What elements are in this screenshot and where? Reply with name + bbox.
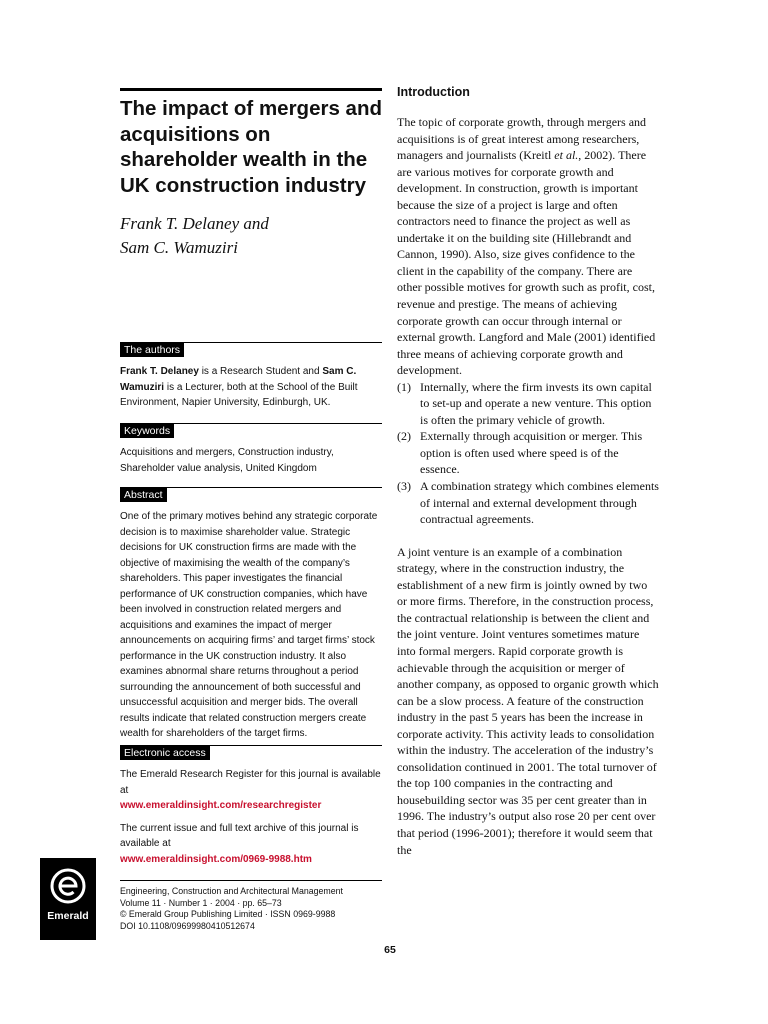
article-authors xyxy=(120,212,382,260)
journal-name: Engineering, Construction and Architectural Management xyxy=(120,886,343,896)
access-register-text: The Emerald Research Register for this journal is available at xyxy=(120,769,381,796)
author-line-2: Sam C. Wamuziri xyxy=(120,238,238,257)
author-line-1: Frank T. Delaney and xyxy=(120,214,269,233)
journal-info xyxy=(120,880,382,932)
abstract-text: One of the primary motives behind any strategic corporate decision is to maximise shareholder value. Strategic decisions for UK construction firms are made with the objective of maximising the wealth of the company’s shareholders. This paper investigates the financial performance of UK construction companies, which have been involved in construction related mergers and acquisitions and examines the impact of merger announcements on acquiring firms’ and target firms’ stock performance in the UK construction industry. It also examines abnormal share returns throughout a period surrounding the announcement of both successful and unsuccessful acquisition and merger bids. The overall results indicate that related construction mergers create wealth for shareholders of the target firms. xyxy=(120,511,378,739)
authors-section-label: The authors xyxy=(120,343,184,357)
author1-name: Frank T. Delaney xyxy=(120,366,199,377)
para1-part-b: , 2002). There are various motives for corporate growth and development. In construction, growth is important because the size of a project is large and often contractors need to finance the project as well as undertake it on the building site (Hillebrandt and Cannon, 1990). Also, size gives confidence to the client in the capability of the company. There are other possible motives for growth such as profit, cost, revenue and prestige. The means of achieving corporate growth can occur through internal or external growth. Langford and Male (2001) identified three means of achieving corporate growth and development. xyxy=(397,148,656,378)
introduction-paragraph-1 xyxy=(397,114,659,379)
list-item-number: (1) xyxy=(397,379,411,394)
introduction-column xyxy=(397,84,659,858)
emerald-logo xyxy=(40,858,96,940)
article-title: The impact of mergers and acquisitions on shareholder wealth in the UK construction industry xyxy=(120,97,383,197)
list-item xyxy=(397,478,659,528)
authors-section-text xyxy=(120,364,382,411)
author2-text: is a Lecturer, both at the School of the Built Environment, Napier University, Edinburgh, UK. xyxy=(120,381,358,408)
abstract-section-label: Abstract xyxy=(120,488,167,502)
introduction-heading: Introduction xyxy=(397,85,470,99)
list-item-number: (3) xyxy=(397,479,411,494)
access-archive-text: The current issue and full text archive of this journal is available at xyxy=(120,822,359,849)
authors-section-header xyxy=(120,342,382,357)
authors-section xyxy=(120,342,382,411)
electronic-access-section xyxy=(120,745,382,867)
list-item-number: (2) xyxy=(397,429,411,444)
abstract-section xyxy=(120,487,382,742)
keywords-section-header xyxy=(120,423,382,438)
list-item-text: A combination strategy which combines elements of internal and external development through contractual agreements. xyxy=(420,479,659,527)
research-register-link[interactable]: www.emeraldinsight.com/researchregister xyxy=(120,800,322,811)
abstract-section-header xyxy=(120,487,382,502)
list-item xyxy=(397,379,659,429)
journal-doi: DOI 10.1108/09699980410512674 xyxy=(120,920,255,931)
journal-copyright: © Emerald Group Publishing Limited · ISSN 0969-9988 xyxy=(120,909,336,919)
keywords-section xyxy=(120,423,382,476)
introduction-paragraph-2: A joint venture is an example of a combination strategy, where in the construction industry, the establishment of a new firm is jointly owned by two or more firms. Therefore, in the construction process, the contractual relationship is between the client and the joint venture. Joint ventures sometimes mature into formal mergers. Rapid corporate growth is achievable through the acquisition or merger of another company, as opposed to organic growth which can be a slow process. A feature of the construction industry in the past 5 years has been the increase in corporate activity. This activity leads to consolidation within the industry. The acceleration of the industry’s consolidation continued in 2001. The total turnover of the top 100 companies in the contracting and housebuilding sector was 35 per cent greater than in 1996. The industry’s output also rose 20 per cent over that period (1996-2001); therefore it would seem that the xyxy=(397,544,659,857)
emerald-e-icon xyxy=(48,866,88,906)
journal-volume: Volume 11 · Number 1 · 2004 · pp. 65–73 xyxy=(120,897,282,908)
access-section-label: Electronic access xyxy=(120,746,210,760)
list-item-text: Internally, where the firm invests its own capital to set-up and operate a new venture. This option is often the primary vehicle of growth. xyxy=(420,379,652,427)
access-text-2 xyxy=(120,821,382,868)
page-number: 65 xyxy=(384,944,396,956)
author1-text: is a Research Student and xyxy=(198,366,323,377)
list-item-text: Externally through acquisition or merger. This option is often used where speed is of the essence. xyxy=(420,429,643,477)
para1-et-al: et al. xyxy=(554,148,579,163)
author2-name: Sam C. Wamuziri xyxy=(120,366,357,393)
title-block xyxy=(120,88,382,260)
list-item xyxy=(397,428,659,478)
keywords-text: Acquisitions and mergers, Construction industry, Shareholder value analysis, United Kingdom xyxy=(120,447,334,474)
access-section-header xyxy=(120,745,382,760)
access-text-1 xyxy=(120,767,382,814)
growth-means-list xyxy=(397,379,659,528)
para1-part-a: The topic of corporate growth, through mergers and acquisitions is of great interest among researchers, managers and journalists (Kreitl xyxy=(397,115,647,163)
journal-archive-link[interactable]: www.emeraldinsight.com/0969-9988.htm xyxy=(120,853,312,865)
emerald-logo-word: Emerald xyxy=(47,910,89,922)
keywords-section-label: Keywords xyxy=(120,424,174,438)
title-rule xyxy=(120,88,382,91)
